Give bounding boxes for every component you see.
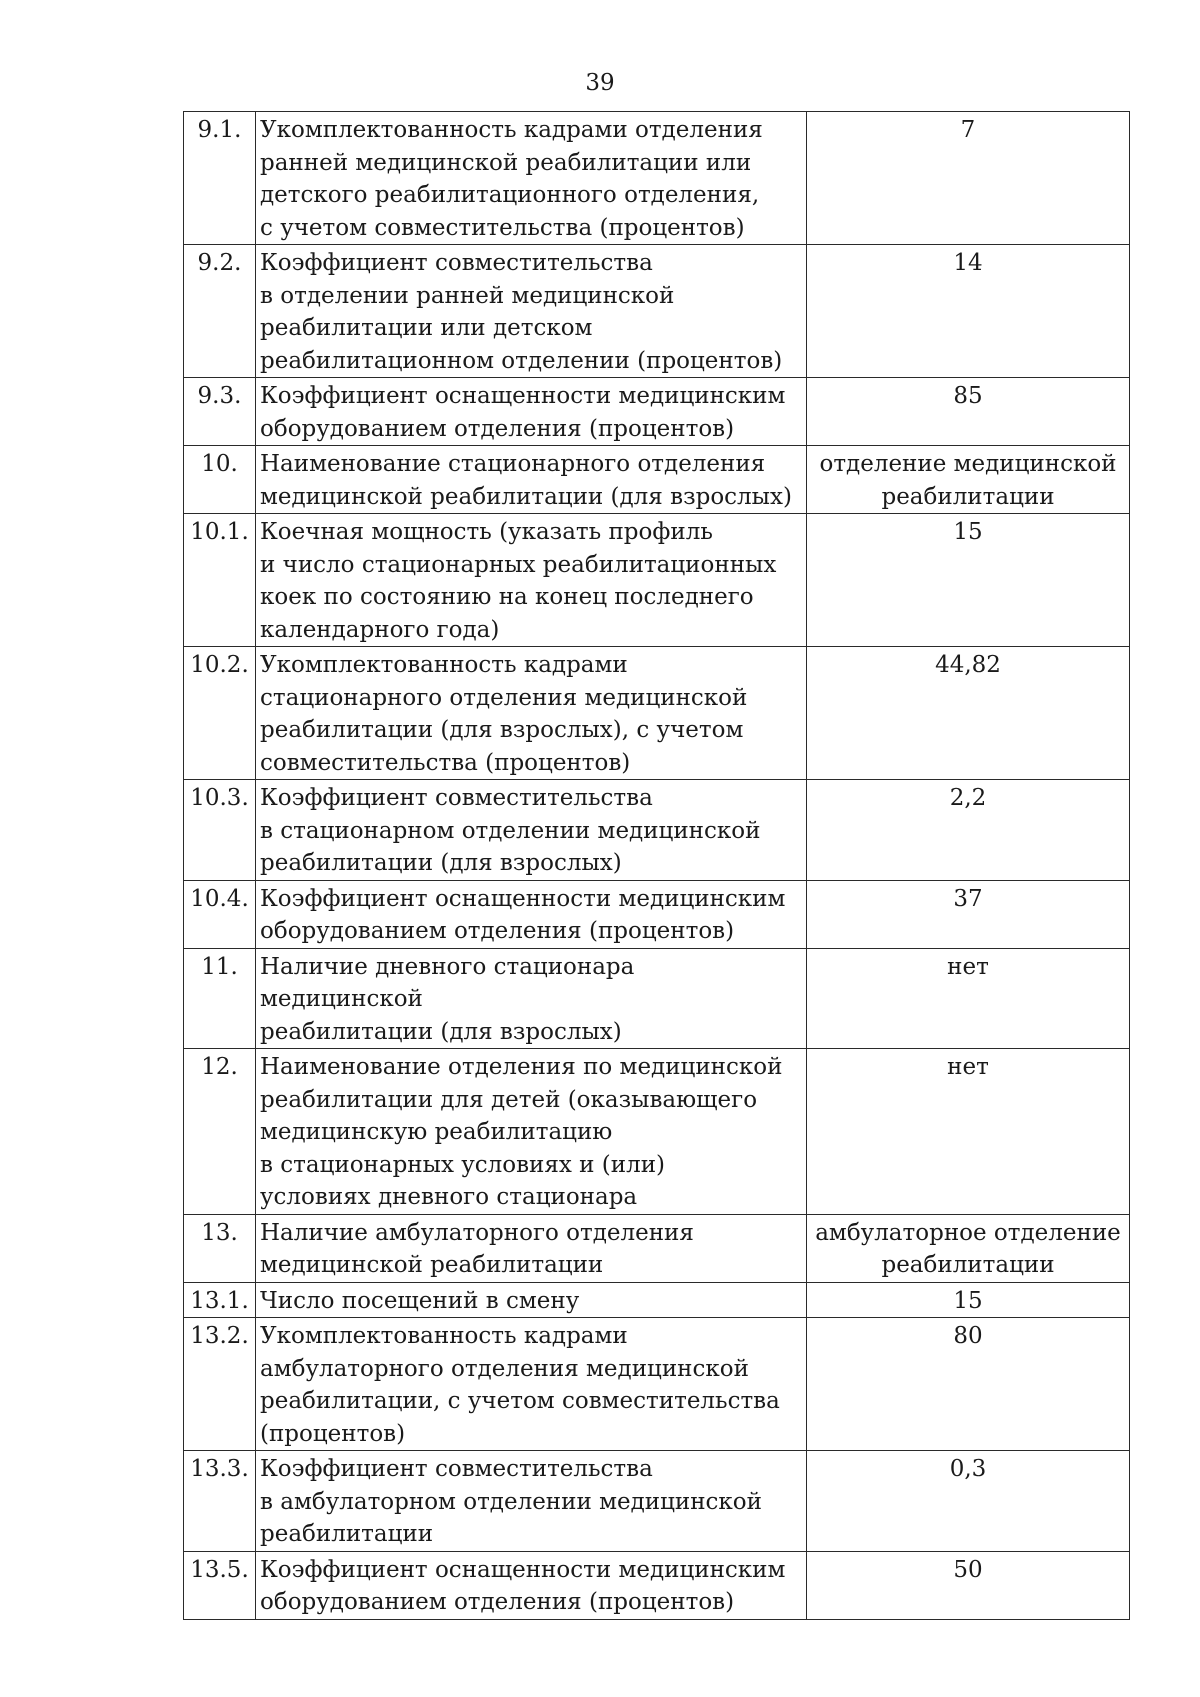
- table-row: [184, 112, 1130, 245]
- indicator-value-cell: [807, 1214, 1130, 1282]
- indicator-value-cell: [807, 647, 1130, 780]
- table-row: [184, 1551, 1130, 1619]
- indicator-value: 15: [953, 519, 983, 545]
- indicator-value-cell: [807, 880, 1130, 948]
- row-number-cell: [184, 514, 256, 647]
- table-row: [184, 948, 1130, 1049]
- row-number: 10.4.: [190, 885, 249, 912]
- table-row: [184, 880, 1130, 948]
- indicator-value-cell: [807, 1551, 1130, 1619]
- indicator-name-cell: [256, 1551, 807, 1619]
- indicator-value-cell: [807, 1049, 1130, 1215]
- indicator-name-cell: [256, 647, 807, 780]
- row-number: 10.2.: [190, 652, 249, 678]
- row-number: 10.1.: [190, 519, 249, 545]
- indicator-name: Наименование стационарного отделения медицинской реабилитации (для взрослых): [260, 451, 792, 510]
- indicator-name: Коэффициент совместительства в стационарном отделении медицинской реабилитации (для взрослых): [260, 785, 761, 876]
- indicator-value: 15: [953, 1287, 983, 1314]
- indicator-value: отделение медицинской реабилитации: [819, 451, 1117, 510]
- indicator-value: 80: [953, 1323, 983, 1349]
- table-row: [184, 1451, 1130, 1552]
- indicator-name-cell: [256, 1451, 807, 1552]
- row-number: 10.: [201, 451, 238, 477]
- indicator-name: Укомплектованность кадрами отделения ранней медицинской реабилитации или детского реабилитационного отделения, с учетом совместительства (процентов): [260, 117, 763, 241]
- indicator-value: 14: [953, 250, 983, 276]
- table-row: [184, 647, 1130, 780]
- indicator-name-cell: [256, 1049, 807, 1215]
- indicator-name-cell: [256, 245, 807, 378]
- indicator-name: Коэффициент оснащенности медицинским оборудованием отделения (процентов): [260, 1556, 786, 1615]
- indicator-name-cell: [256, 112, 807, 245]
- indicator-value: 85: [953, 383, 983, 409]
- row-number-cell: [184, 1451, 256, 1552]
- row-number-cell: [184, 446, 256, 514]
- indicator-name: Коэффициент оснащенности медицинским оборудованием отделения (процентов): [260, 383, 786, 442]
- indicator-name: Наличие дневного стационара медицинской реабилитации (для взрослых): [260, 953, 635, 1045]
- indicator-value: нет: [947, 953, 989, 980]
- row-number: 13.5.: [190, 1556, 249, 1583]
- indicator-value-cell: [807, 245, 1130, 378]
- indicator-name: Укомплектованность кадрами амбулаторного отделения медицинской реабилитации, с учетом совместительства (процентов): [260, 1323, 780, 1447]
- row-number-cell: [184, 1551, 256, 1619]
- table-row: [184, 1214, 1130, 1282]
- indicator-name: Наименование отделения по медицинской реабилитации для детей (оказывающего медицинскую реабилитацию в стационарных условиях и (или) условиях дневного стационара: [260, 1054, 783, 1210]
- indicator-value: 2,2: [949, 785, 987, 811]
- row-number-cell: [184, 112, 256, 245]
- indicator-value: 37: [953, 885, 983, 912]
- indicator-value: 50: [953, 1556, 983, 1583]
- indicator-value-cell: [807, 378, 1130, 446]
- row-number: 11.: [201, 953, 238, 980]
- indicator-value-cell: [807, 446, 1130, 514]
- indicator-name-cell: [256, 1282, 807, 1318]
- indicator-value: нет: [947, 1054, 989, 1080]
- indicator-name: Коечная мощность (указать профиль и число стационарных реабилитационных коек по состоянию на конец последнего календарного года): [260, 519, 777, 643]
- indicator-name: Коэффициент совместительства в отделении ранней медицинской реабилитации или детском реабилитационном отделении (процентов): [260, 250, 783, 374]
- indicator-value-cell: [807, 514, 1130, 647]
- indicator-name: Укомплектованность кадрами стационарного отделения медицинской реабилитации (для взрослых), с учетом совместительства (процентов): [260, 652, 748, 776]
- row-number: 12.: [201, 1054, 238, 1080]
- row-number-cell: [184, 647, 256, 780]
- table-row: [184, 514, 1130, 647]
- row-number-cell: [184, 1318, 256, 1451]
- row-number-cell: [184, 1214, 256, 1282]
- row-number-cell: [184, 780, 256, 881]
- table-body: [184, 112, 1130, 1620]
- row-number: 9.2.: [197, 250, 242, 276]
- row-number-cell: [184, 378, 256, 446]
- indicator-name-cell: [256, 880, 807, 948]
- row-number: 13.: [201, 1219, 238, 1246]
- page-number: 39: [585, 70, 615, 96]
- indicator-value: амбулаторное отделение реабилитации: [815, 1219, 1121, 1278]
- row-number-cell: [184, 1049, 256, 1215]
- indicator-value: 44,82: [935, 652, 1001, 678]
- indicator-name-cell: [256, 948, 807, 1049]
- indicator-value-cell: [807, 780, 1130, 881]
- row-number: 13.2.: [190, 1323, 249, 1349]
- row-number-cell: [184, 1282, 256, 1318]
- table-row: [184, 1282, 1130, 1318]
- table-row: [184, 245, 1130, 378]
- indicator-name-cell: [256, 1214, 807, 1282]
- table-row: [184, 446, 1130, 514]
- indicator-value-cell: [807, 1282, 1130, 1318]
- row-number: 9.3.: [197, 383, 242, 409]
- table-row: [184, 780, 1130, 881]
- row-number: 10.3.: [190, 785, 249, 811]
- row-number-cell: [184, 880, 256, 948]
- indicator-name: Коэффициент оснащенности медицинским оборудованием отделения (процентов): [260, 885, 786, 944]
- row-number: 13.3.: [190, 1456, 249, 1482]
- indicator-name-cell: [256, 780, 807, 881]
- indicator-name-cell: [256, 446, 807, 514]
- indicator-value-cell: [807, 948, 1130, 1049]
- row-number-cell: [184, 245, 256, 378]
- indicator-value: 0,3: [949, 1456, 987, 1482]
- indicators-table: [183, 111, 1130, 1620]
- indicator-name-cell: [256, 1318, 807, 1451]
- indicator-name-cell: [256, 514, 807, 647]
- indicator-name-cell: [256, 378, 807, 446]
- indicator-value-cell: [807, 1318, 1130, 1451]
- table-row: [184, 1049, 1130, 1215]
- indicator-name: Наличие амбулаторного отделения медицинской реабилитации: [260, 1219, 694, 1278]
- indicator-value: 7: [960, 117, 976, 143]
- table-row: [184, 378, 1130, 446]
- indicator-name: Число посещений в смену: [260, 1287, 580, 1314]
- row-number-cell: [184, 948, 256, 1049]
- indicator-name: Коэффициент совместительства в амбулаторном отделении медицинской реабилитации: [260, 1456, 762, 1547]
- indicator-value-cell: [807, 1451, 1130, 1552]
- indicator-value-cell: [807, 112, 1130, 245]
- row-number: 13.1.: [190, 1287, 249, 1314]
- row-number: 9.1.: [197, 117, 242, 143]
- table-row: [184, 1318, 1130, 1451]
